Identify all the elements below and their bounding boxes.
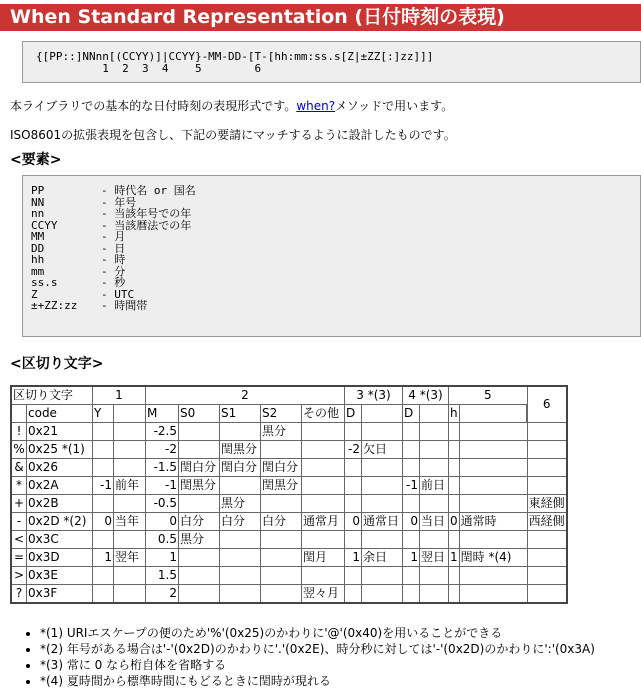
table-cell bbox=[179, 423, 220, 441]
element-desc: - 時代名 or 国名 bbox=[101, 184, 196, 197]
element-key: PP bbox=[31, 184, 45, 197]
table-cell bbox=[362, 477, 403, 495]
table-cell bbox=[403, 423, 420, 441]
table-cell bbox=[527, 441, 567, 459]
table-cell bbox=[459, 567, 527, 585]
table-cell bbox=[449, 423, 460, 441]
table-cell bbox=[93, 459, 114, 477]
table-header-cell bbox=[420, 405, 449, 423]
table-cell bbox=[113, 441, 145, 459]
table-header-cell: S0 bbox=[179, 405, 220, 423]
table-cell bbox=[403, 567, 420, 585]
table-cell: 翌年 bbox=[113, 549, 145, 567]
table-row bbox=[11, 477, 567, 495]
element-desc: - 時 bbox=[101, 253, 126, 266]
elements-code-block bbox=[22, 175, 641, 337]
table-row bbox=[11, 423, 567, 441]
table-cell bbox=[345, 477, 362, 495]
table-cell: ! bbox=[11, 423, 27, 441]
table-cell bbox=[527, 549, 567, 567]
table-row bbox=[11, 459, 567, 477]
table-cell bbox=[93, 423, 114, 441]
table-cell: 閏黒分 bbox=[179, 477, 220, 495]
table-cell bbox=[527, 567, 567, 585]
table-cell bbox=[93, 585, 114, 604]
table-cell: 0x3C bbox=[27, 531, 93, 549]
table-cell: 翌日 bbox=[420, 549, 449, 567]
note-item: • *(3) 常に 0 なら桁自体を省略する bbox=[40, 657, 595, 673]
table-cell bbox=[420, 531, 449, 549]
table-cell: 0x3D bbox=[27, 549, 93, 567]
table-cell: -1 bbox=[146, 477, 179, 495]
table-cell bbox=[527, 585, 567, 604]
element-key: Z bbox=[31, 287, 38, 301]
format-line: {[PP::]NNnn[(CCYY)]|CCYY}-MM-DD-[T-[hh:mm:ss.s[Z|±ZZ[:]zz]]] bbox=[36, 50, 434, 63]
table-row bbox=[11, 513, 567, 531]
table-cell bbox=[113, 423, 145, 441]
table-cell bbox=[362, 567, 403, 585]
table-cell: 東経側 bbox=[527, 495, 567, 513]
table-cell: -2 bbox=[345, 441, 362, 459]
table-cell bbox=[93, 531, 114, 549]
table-cell: 0 bbox=[403, 513, 420, 531]
table-cell: 閏時 *(4) bbox=[459, 549, 527, 567]
table-cell bbox=[113, 459, 145, 477]
element-key: DD bbox=[31, 241, 45, 255]
table-cell bbox=[403, 459, 420, 477]
table-cell bbox=[362, 585, 403, 604]
table-cell: 前年 bbox=[113, 477, 145, 495]
table-header-cell: 1 bbox=[93, 386, 146, 405]
table-header-cell: 3 *(3) bbox=[345, 386, 403, 405]
element-desc: - 分 bbox=[101, 264, 126, 278]
element-key: ±+ZZ:zz bbox=[31, 299, 78, 312]
note-item: • *(2) 年号がある場合は'-'(0x2D)のかわりに'.'(0x2E)、時分秒に対しては'-'(0x2D)のかわりに':'(0x3A) bbox=[40, 641, 595, 657]
table-cell bbox=[449, 531, 460, 549]
table-cell bbox=[345, 423, 362, 441]
table-cell: 通常日 bbox=[362, 513, 403, 531]
table-cell bbox=[345, 531, 362, 549]
table-cell: -0.5 bbox=[146, 495, 179, 513]
table-cell: 黒分 bbox=[179, 531, 220, 549]
table-cell bbox=[449, 567, 460, 585]
table-header-cell: 4 *(3) bbox=[403, 386, 449, 405]
table-cell: 閏黒分 bbox=[261, 477, 302, 495]
table-cell: 欠日 bbox=[362, 441, 403, 459]
table-cell bbox=[302, 423, 345, 441]
table-cell bbox=[449, 477, 460, 495]
table-cell bbox=[459, 585, 527, 604]
table-header-cell: D bbox=[403, 405, 420, 423]
table-cell: -1 bbox=[93, 477, 114, 495]
table-header-cell: h bbox=[449, 405, 460, 423]
table-cell bbox=[179, 441, 220, 459]
element-key: mm bbox=[31, 264, 45, 278]
table-cell: 閏白分 bbox=[179, 459, 220, 477]
element-key: CCYY bbox=[31, 218, 58, 232]
table-cell bbox=[261, 441, 302, 459]
table-header-cell bbox=[362, 405, 403, 423]
table-cell bbox=[362, 423, 403, 441]
table-cell bbox=[449, 585, 460, 604]
table-header-cell: 区切り文字 bbox=[11, 386, 93, 405]
iso-paragraph: ISO8601の拡張表現を包含し、下記の要請にマッチするように設計したものです。 bbox=[10, 128, 456, 142]
table-cell bbox=[179, 495, 220, 513]
table-cell: 1 bbox=[403, 549, 420, 567]
table-cell: ? bbox=[11, 585, 27, 604]
table-cell bbox=[459, 495, 527, 513]
table-header-cell: 5 bbox=[449, 386, 528, 405]
table-cell bbox=[362, 495, 403, 513]
table-cell: -1.5 bbox=[146, 459, 179, 477]
table-cell: 0x3E bbox=[27, 567, 93, 585]
table-cell bbox=[403, 585, 420, 604]
table-cell: 0x25 *(1) bbox=[27, 441, 93, 459]
element-desc: - 秒 bbox=[101, 276, 126, 289]
table-cell: 前日 bbox=[420, 477, 449, 495]
element-desc: - 月 bbox=[101, 230, 126, 243]
table-cell: 2 bbox=[146, 585, 179, 604]
element-desc: - 時間帯 bbox=[101, 299, 148, 312]
table-cell bbox=[403, 495, 420, 513]
table-header-cell bbox=[459, 405, 526, 423]
table-cell: 閏黒分 bbox=[220, 441, 261, 459]
format-code-block bbox=[22, 41, 641, 83]
table-cell: -2 bbox=[146, 441, 179, 459]
table-cell bbox=[261, 549, 302, 567]
table-cell bbox=[527, 459, 567, 477]
table-cell: 翌々月 bbox=[302, 585, 345, 604]
table-row bbox=[11, 441, 567, 459]
table-cell: 当年 bbox=[113, 513, 145, 531]
table-cell bbox=[302, 495, 345, 513]
table-row bbox=[11, 549, 567, 567]
table-cell: 通常月 bbox=[302, 513, 345, 531]
table-cell bbox=[220, 567, 261, 585]
table-header-cell: S1 bbox=[220, 405, 261, 423]
table-cell bbox=[527, 423, 567, 441]
table-cell: -2.5 bbox=[146, 423, 179, 441]
table-cell bbox=[113, 585, 145, 604]
table-row bbox=[11, 585, 567, 604]
table-cell: 1.5 bbox=[146, 567, 179, 585]
table-cell: 1 bbox=[146, 549, 179, 567]
table-header-cell: code bbox=[27, 405, 93, 423]
format-position-line: 1 2 3 4 5 6 bbox=[36, 61, 262, 75]
table-cell bbox=[459, 459, 527, 477]
table-cell: 閏白分 bbox=[220, 459, 261, 477]
table-cell bbox=[449, 459, 460, 477]
table-cell: - bbox=[11, 513, 27, 531]
table-cell bbox=[261, 531, 302, 549]
table-cell bbox=[302, 459, 345, 477]
table-cell: & bbox=[11, 459, 27, 477]
table-cell bbox=[302, 531, 345, 549]
table-cell: = bbox=[11, 549, 27, 567]
when-method-link[interactable]: when? bbox=[296, 99, 336, 113]
table-cell bbox=[345, 459, 362, 477]
table-header-cell: M bbox=[146, 405, 179, 423]
table-cell bbox=[113, 567, 145, 585]
table-header-cell bbox=[11, 405, 27, 423]
intro-text-suffix: メソッドで用います。 bbox=[335, 99, 454, 113]
table-cell: 1 bbox=[345, 549, 362, 567]
table-cell bbox=[420, 495, 449, 513]
table-cell bbox=[459, 423, 527, 441]
table-cell bbox=[113, 495, 145, 513]
table-header-row bbox=[11, 405, 567, 423]
table-cell: 黒分 bbox=[261, 423, 302, 441]
table-cell bbox=[179, 549, 220, 567]
table-header-cell: Y bbox=[93, 405, 114, 423]
table-cell bbox=[362, 531, 403, 549]
table-cell bbox=[420, 567, 449, 585]
table-cell: 0x26 bbox=[27, 459, 93, 477]
table-header-cell bbox=[526, 405, 527, 423]
element-desc: - 当該暦法での年 bbox=[101, 218, 192, 232]
table-cell: 0x3F bbox=[27, 585, 93, 604]
table-cell bbox=[220, 585, 261, 604]
table-header-cell bbox=[113, 405, 145, 423]
table-row bbox=[11, 495, 567, 513]
table-cell bbox=[93, 441, 114, 459]
table-cell: -1 bbox=[403, 477, 420, 495]
separators-heading: <区切り文字> bbox=[10, 356, 104, 372]
table-header-cell: その他 bbox=[302, 405, 345, 423]
table-cell: 0x2D *(2) bbox=[27, 513, 93, 531]
table-cell bbox=[179, 567, 220, 585]
table-cell bbox=[362, 459, 403, 477]
table-cell: 0 bbox=[146, 513, 179, 531]
table-cell bbox=[261, 495, 302, 513]
table-cell bbox=[403, 441, 420, 459]
elements-heading: <要素> bbox=[10, 152, 62, 168]
table-cell bbox=[527, 531, 567, 549]
table-cell bbox=[345, 495, 362, 513]
table-cell: * bbox=[11, 477, 27, 495]
table-cell: 黒分 bbox=[220, 495, 261, 513]
table-cell bbox=[93, 567, 114, 585]
table-cell bbox=[420, 459, 449, 477]
table-cell bbox=[459, 531, 527, 549]
intro-paragraph bbox=[10, 97, 453, 114]
table-cell bbox=[302, 477, 345, 495]
element-key: NN bbox=[31, 195, 45, 209]
element-desc: - UTC bbox=[101, 287, 135, 301]
table-cell bbox=[449, 495, 460, 513]
table-cell bbox=[220, 423, 261, 441]
table-cell: 当日 bbox=[420, 513, 449, 531]
table-cell: 白分 bbox=[261, 513, 302, 531]
element-key: MM bbox=[31, 230, 45, 243]
table-cell: 余日 bbox=[362, 549, 403, 567]
table-cell bbox=[113, 531, 145, 549]
notes-list bbox=[20, 625, 595, 689]
element-key: nn bbox=[31, 207, 45, 220]
table-cell bbox=[527, 477, 567, 495]
table-cell: 白分 bbox=[220, 513, 261, 531]
table-cell: 0 bbox=[449, 513, 460, 531]
table-cell bbox=[345, 585, 362, 604]
table-cell: 0x2A bbox=[27, 477, 93, 495]
table-cell bbox=[261, 567, 302, 585]
table-cell bbox=[459, 441, 527, 459]
table-cell: 0x2B bbox=[27, 495, 93, 513]
table-cell: 0 bbox=[345, 513, 362, 531]
table-cell: 通常時 bbox=[459, 513, 527, 531]
table-header-cell: 6 bbox=[527, 386, 567, 423]
table-cell: 1 bbox=[93, 549, 114, 567]
table-header-cell: D bbox=[345, 405, 362, 423]
table-cell: 閏月 bbox=[302, 549, 345, 567]
table-cell: 西経側 bbox=[527, 513, 567, 531]
table-cell bbox=[420, 441, 449, 459]
element-desc: - 当該年号での年 bbox=[101, 207, 192, 220]
table-cell bbox=[261, 585, 302, 604]
table-cell: < bbox=[11, 531, 27, 549]
table-row bbox=[11, 531, 567, 549]
element-key: hh bbox=[31, 253, 45, 266]
element-desc: - 日 bbox=[101, 241, 126, 255]
note-item: • *(1) URIエスケープの便のため'%'(0x25)のかわりに'@'(0x40)を用いることができる bbox=[40, 625, 595, 641]
table-cell: 閏白分 bbox=[261, 459, 302, 477]
page-title: When Standard Representation (日付時刻の表現) bbox=[0, 4, 641, 31]
note-item: • *(4) 夏時間から標準時間にもどるときに閏時が現れる bbox=[40, 673, 595, 689]
table-header-row bbox=[11, 386, 567, 405]
table-cell: 1 bbox=[449, 549, 460, 567]
table-header-cell: 2 bbox=[146, 386, 345, 405]
element-desc: - 年号 bbox=[101, 195, 137, 209]
table-cell bbox=[179, 585, 220, 604]
table-cell: 0 bbox=[93, 513, 114, 531]
table-cell bbox=[302, 567, 345, 585]
table-cell bbox=[459, 477, 527, 495]
element-key: ss.s bbox=[31, 276, 58, 289]
table-cell: + bbox=[11, 495, 27, 513]
table-cell bbox=[220, 531, 261, 549]
table-header-cell: S2 bbox=[261, 405, 302, 423]
table-cell bbox=[345, 567, 362, 585]
table-cell: 0x21 bbox=[27, 423, 93, 441]
table-cell bbox=[420, 585, 449, 604]
table-cell: % bbox=[11, 441, 27, 459]
element-line bbox=[31, 300, 640, 312]
intro-text: 本ライブラリでの基本的な日付時刻の表現形式です。 bbox=[10, 99, 297, 113]
table-cell: 0.5 bbox=[146, 531, 179, 549]
table-row bbox=[11, 567, 567, 585]
table-cell bbox=[420, 423, 449, 441]
separator-table bbox=[10, 385, 568, 604]
table-cell: 白分 bbox=[179, 513, 220, 531]
table-cell bbox=[302, 441, 345, 459]
table-cell bbox=[449, 441, 460, 459]
table-cell bbox=[403, 531, 420, 549]
table-cell bbox=[220, 549, 261, 567]
table-cell bbox=[93, 495, 114, 513]
table-cell bbox=[220, 477, 261, 495]
table-cell: > bbox=[11, 567, 27, 585]
